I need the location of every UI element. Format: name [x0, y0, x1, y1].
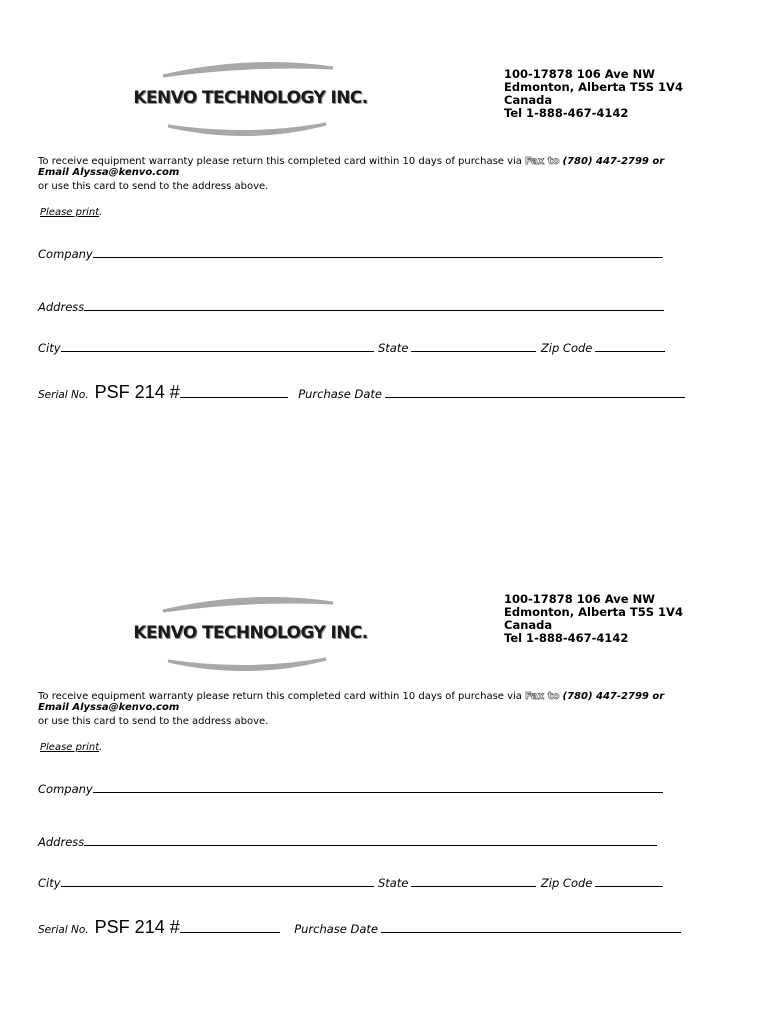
- state-label: State: [378, 341, 409, 355]
- city-label: City: [38, 341, 61, 355]
- serial-field[interactable]: [180, 921, 280, 933]
- address-label: Address: [38, 835, 85, 849]
- state-field[interactable]: [411, 340, 536, 352]
- address-row: [38, 298, 664, 316]
- purchase-date-field[interactable]: [381, 921, 681, 933]
- state-label: State: [378, 876, 409, 890]
- address-line-street: 100-17878 106 Ave NW: [504, 592, 655, 606]
- logo-text: KENVO TECHNOLOGY INC.: [133, 88, 368, 108]
- fax-label: Fax to: [524, 691, 560, 702]
- serial-row: [38, 917, 681, 938]
- address-line-phone: Tel 1-888-467-4142: [504, 106, 629, 120]
- serial-row: [38, 382, 685, 403]
- zip-field[interactable]: [595, 340, 665, 352]
- serial-prefix: PSF 214 #: [94, 917, 180, 937]
- address-line-street: 100-17878 106 Ave NW: [504, 67, 655, 81]
- serial-field[interactable]: [180, 386, 288, 398]
- please-print: Please print.: [40, 207, 103, 218]
- company-field[interactable]: [93, 246, 663, 258]
- purchase-date-label: Purchase Date: [294, 922, 379, 936]
- state-field[interactable]: [411, 875, 536, 887]
- instructions-mail: or use this card to send to the address above.: [38, 716, 269, 727]
- address-field[interactable]: [84, 834, 657, 846]
- address-row: [38, 833, 657, 851]
- instructions: [38, 691, 728, 727]
- company-address: [504, 68, 683, 120]
- logo-text: KENVO TECHNOLOGY INC.: [133, 623, 368, 643]
- city-field[interactable]: [61, 875, 374, 887]
- purchase-date-field[interactable]: [385, 386, 685, 398]
- address-line-country: Canada: [504, 618, 553, 632]
- serial-label: Serial No.: [38, 924, 89, 936]
- address-line-city: Edmonton, Alberta T5S 1V4: [504, 80, 683, 94]
- email-text: Email Alyssa@kenvo.com: [38, 702, 180, 713]
- fax-number: (780) 447-2799 or: [562, 691, 665, 702]
- serial-label: Serial No.: [38, 389, 89, 401]
- please-print: Please print.: [40, 742, 103, 753]
- serial-prefix: PSF 214 #: [94, 382, 180, 402]
- zip-label: Zip Code: [540, 876, 593, 890]
- address-field[interactable]: [84, 299, 664, 311]
- warranty-card-1: [0, 0, 770, 420]
- city-row: [38, 339, 665, 357]
- instructions-text: To receive equipment warranty please return this completed card within 10 days of purchase via: [38, 156, 522, 167]
- company-label: Company: [38, 247, 93, 261]
- address-label: Address: [38, 300, 85, 314]
- fax-label: Fax to: [524, 156, 560, 167]
- company-label: Company: [38, 782, 93, 796]
- address-line-phone: Tel 1-888-467-4142: [504, 631, 629, 645]
- address-line-country: Canada: [504, 93, 553, 107]
- city-label: City: [38, 876, 61, 890]
- company-field[interactable]: [93, 781, 663, 793]
- fax-number: (780) 447-2799 or: [562, 156, 665, 167]
- instructions-mail: or use this card to send to the address above.: [38, 181, 269, 192]
- company-logo: [118, 593, 383, 673]
- zip-label: Zip Code: [540, 341, 593, 355]
- city-field[interactable]: [61, 340, 374, 352]
- warranty-card-2: [0, 535, 770, 955]
- instructions-text: To receive equipment warranty please return this completed card within 10 days of purchase via: [38, 691, 522, 702]
- purchase-date-label: Purchase Date: [298, 387, 383, 401]
- company-logo: [118, 58, 383, 138]
- company-row: [38, 780, 663, 798]
- company-address: [504, 593, 683, 645]
- email-text: Email Alyssa@kenvo.com: [38, 167, 180, 178]
- instructions: [38, 156, 728, 192]
- city-row: [38, 874, 663, 892]
- address-line-city: Edmonton, Alberta T5S 1V4: [504, 605, 683, 619]
- zip-field[interactable]: [595, 875, 663, 887]
- company-row: [38, 245, 663, 263]
